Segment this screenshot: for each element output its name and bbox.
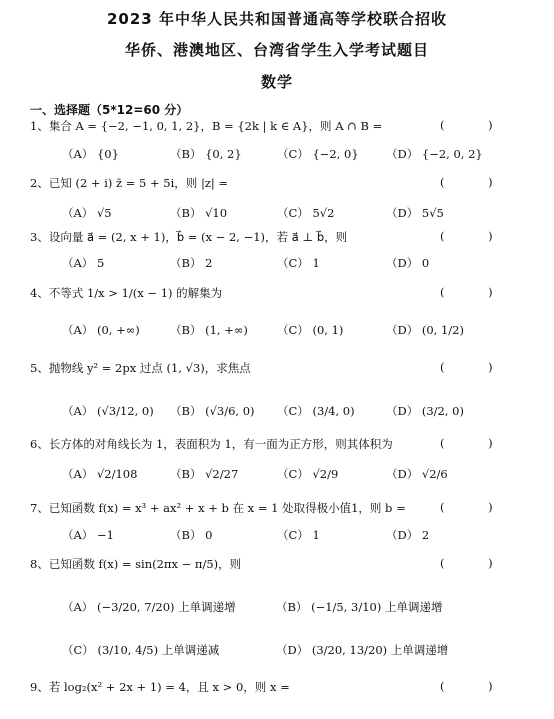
question-2-option-a: （A） √5 <box>62 206 112 220</box>
question-8-option-c: （C） (3/10, 4/5) 上单调递减 <box>62 643 220 657</box>
question-8-option-d: （D） (3/20, 13/20) 上单调递增 <box>276 643 449 657</box>
question-1-answer-blank: ( ) <box>440 118 493 132</box>
section-heading: 一、选择题（5*12=60 分） <box>30 103 189 117</box>
question-3-option-b: （B） 2 <box>170 256 213 270</box>
question-8-answer-blank: ( ) <box>440 556 493 570</box>
question-3-stem: 3、设向量 a⃗ = (2, x + 1)，b⃗ = (x − 2, −1)，若 a⃗ ⊥ b⃗，则 <box>30 230 348 244</box>
question-3-option-a: （A） 5 <box>62 256 105 270</box>
question-2-option-d: （D） 5√5 <box>386 206 444 220</box>
question-6-option-b: （B） √2/27 <box>170 467 239 481</box>
question-4-answer-blank: ( ) <box>440 285 493 299</box>
question-5-answer-blank: ( ) <box>440 360 493 374</box>
question-2-option-b: （B） √10 <box>170 206 228 220</box>
question-4-option-b: （B） (1, +∞) <box>170 323 248 337</box>
question-7-option-b: （B） 0 <box>170 528 213 542</box>
question-5-option-a: （A） (√3/12, 0) <box>62 404 154 418</box>
question-5-option-c: （C） (3/4, 0) <box>277 404 355 418</box>
question-3-option-c: （C） 1 <box>277 256 320 270</box>
question-6-stem: 6、长方体的对角线长为 1，表面积为 1，有一面为正方形，则其体积为 <box>30 437 393 451</box>
question-7-option-a: （A） −1 <box>62 528 114 542</box>
question-2-stem: 2、已知 (2 + i) z̄ = 5 + 5i，则 |z| = <box>30 176 229 190</box>
question-1-option-a: （A） {0} <box>62 147 119 161</box>
question-2-option-c: （C） 5√2 <box>277 206 335 220</box>
question-4-stem: 4、不等式 1/x > 1/(x − 1) 的解集为 <box>30 286 223 300</box>
question-7-option-d: （D） 2 <box>386 528 430 542</box>
question-1-option-c: （C） {−2, 0} <box>277 147 359 161</box>
question-5-option-b: （B） (√3/6, 0) <box>170 404 255 418</box>
question-6-option-a: （A） √2/108 <box>62 467 138 481</box>
question-9-stem: 9、若 log₂(x² + 2x + 1) = 4，且 x > 0，则 x = <box>30 680 290 694</box>
exam-subtitle: 华侨、港澳地区、台湾省学生入学考试题目 <box>124 41 429 59</box>
question-4-option-a: （A） (0, +∞) <box>62 323 140 337</box>
question-3-answer-blank: ( ) <box>440 229 493 243</box>
question-1-option-b: （B） {0, 2} <box>170 147 242 161</box>
question-7-option-c: （C） 1 <box>277 528 320 542</box>
question-5-stem: 5、抛物线 y² = 2px 过点 (1, √3)，求焦点 <box>30 361 251 375</box>
question-8-option-a: （A） (−3/20, 7/20) 上单调递增 <box>62 600 236 614</box>
question-7-stem: 7、已知函数 f(x) = x³ + ax² + x + b 在 x = 1 处取得极小值1，则 b = <box>30 501 406 515</box>
question-1-stem: 1、集合 A = {−2, −1, 0, 1, 2}，B = {2k | k ∈ A}，则 A ∩ B = <box>30 119 383 133</box>
question-6-option-d: （D） √2/6 <box>386 467 448 481</box>
question-2-answer-blank: ( ) <box>440 175 493 189</box>
question-4-option-c: （C） (0, 1) <box>277 323 344 337</box>
exam-subject: 数学 <box>260 73 293 91</box>
question-8-option-b: （B） (−1/5, 3/10) 上单调递增 <box>276 600 443 614</box>
question-4-option-d: （D） (0, 1/2) <box>386 323 464 337</box>
question-8-stem: 8、已知函数 f(x) = sin(2πx − π/5)，则 <box>30 557 242 571</box>
question-6-option-c: （C） √2/9 <box>277 467 339 481</box>
question-7-answer-blank: ( ) <box>440 500 493 514</box>
question-9-answer-blank: ( ) <box>440 679 493 693</box>
exam-title: 2023 年中华人民共和国普通高等学校联合招收 <box>107 10 447 28</box>
question-1-option-d: （D） {−2, 0, 2} <box>386 147 483 161</box>
question-3-option-d: （D） 0 <box>386 256 430 270</box>
question-6-answer-blank: ( ) <box>440 436 493 450</box>
question-5-option-d: （D） (3/2, 0) <box>386 404 464 418</box>
